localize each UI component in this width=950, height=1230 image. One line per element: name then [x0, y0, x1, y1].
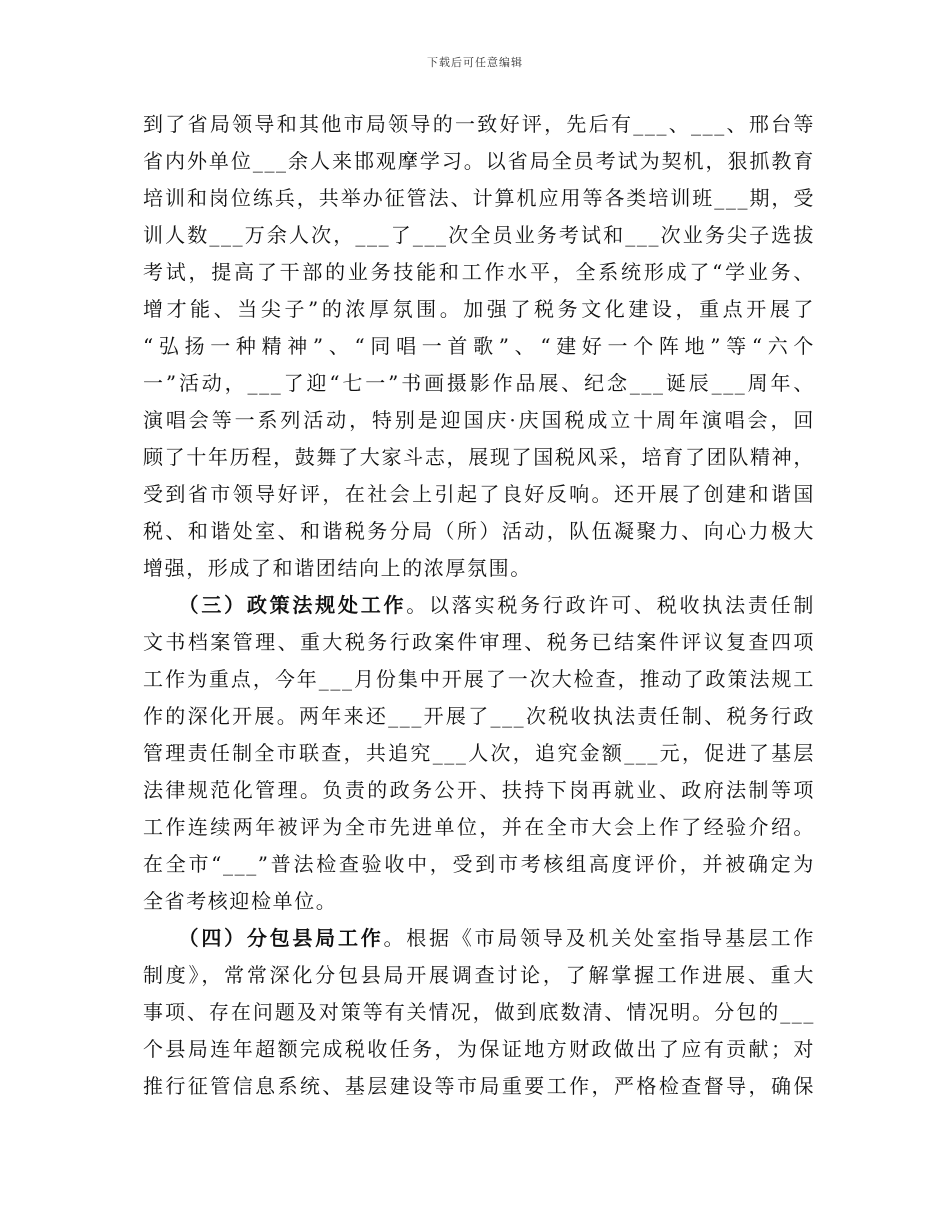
- text-line: 一”活动，___了迎“七一”书画摄影作品展、纪念___诞辰___周年、: [143, 371, 815, 395]
- page-header-note: 下载后可任意编辑: [427, 56, 523, 69]
- text-line: 培训和岗位练兵，共举办征管法、计算机应用等各类培训班___期，受: [143, 186, 815, 210]
- text-line: 工作连续两年被评为全市先进单位，并在全市大会上作了经验介绍。: [143, 815, 815, 839]
- text-line: 个县局连年超额完成税收任务，为保证地方财政做出了应有贡献；对: [143, 1037, 815, 1061]
- text-line: 受到省市领导好评，在社会上引起了良好反响。还开展了创建和谐国: [143, 482, 815, 506]
- section-heading: （四）分包县局工作: [188, 926, 384, 950]
- text-line: 全省考核迎检单位。: [143, 889, 338, 913]
- paragraph-indent: [143, 593, 189, 617]
- text-line: 增才能、当尖子”的浓厚氛围。加强了税务文化建设，重点开展了: [143, 297, 815, 321]
- text-line: 管理责任制全市联查，共追究___人次，追究金额___元，促进了基层: [143, 741, 815, 765]
- text-line: 法律规范化管理。负责的政务公开、扶持下岗再就业、政府法制等项: [143, 778, 815, 802]
- text-line: 训人数___万余人次，___了___次全员业务考试和___次业务尖子选拔: [143, 223, 815, 247]
- text-line: 税、和谐处室、和谐税务分局（所）活动，队伍凝聚力、向心力极大: [143, 519, 815, 543]
- text-line: 事项、存在问题及对策等有关情况，做到底数清、情况明。分包的___: [143, 1000, 815, 1024]
- text-line: 省内外单位___余人来邯观摩学习。以省局全员考试为契机，狠抓教育: [143, 149, 815, 173]
- paragraph-indent: [143, 926, 189, 950]
- text-line: [143, 587, 815, 624]
- text-line: “弘扬一种精神”、“同唱一首歌”、“建好一个阵地”等“六个: [143, 334, 815, 358]
- text-line: 演唱会等一系列活动，特别是迎国庆·庆国税成立十周年演唱会，回: [143, 408, 815, 432]
- text-line: 工作为重点，今年___月份集中开展了一次大检查，推动了政策法规工: [143, 667, 815, 691]
- text-line: 制度》，常常深化分包县局开展调查讨论，了解掌握工作进展、重大: [143, 963, 815, 987]
- text-line: 顾了十年历程，鼓舞了大家斗志，展现了国税风采，培育了团队精神，: [143, 445, 815, 469]
- document-body: [143, 106, 815, 1105]
- section-heading: （三）政策法规处工作: [188, 593, 407, 617]
- section-text: 。根据《市局领导及机关处室指导基层工作: [383, 926, 815, 950]
- text-line: 作的深化开展。两年来还___开展了___次税收执法责任制、税务行政: [143, 704, 815, 728]
- text-line: 推行征管信息系统、基层建设等市局重要工作，严格检查督导，确保: [143, 1074, 815, 1098]
- text-line: 到了省局领导和其他市局领导的一致好评，先后有___、___、邢台等: [143, 112, 815, 136]
- text-line: 在全市“___”普法检查验收中，受到市考核组高度评价，并被确定为: [143, 852, 815, 876]
- text-line: [143, 920, 815, 957]
- text-line: 文书档案管理、重大税务行政案件审理、税务已结案件评议复查四项: [143, 630, 815, 654]
- text-line: 考试，提高了干部的业务技能和工作水平，全系统形成了“学业务、: [143, 260, 815, 284]
- text-line: 增强，形成了和谐团结向上的浓厚氛围。: [143, 556, 532, 580]
- section-text: 。以落实税务行政许可、税收执法责任制: [406, 593, 815, 617]
